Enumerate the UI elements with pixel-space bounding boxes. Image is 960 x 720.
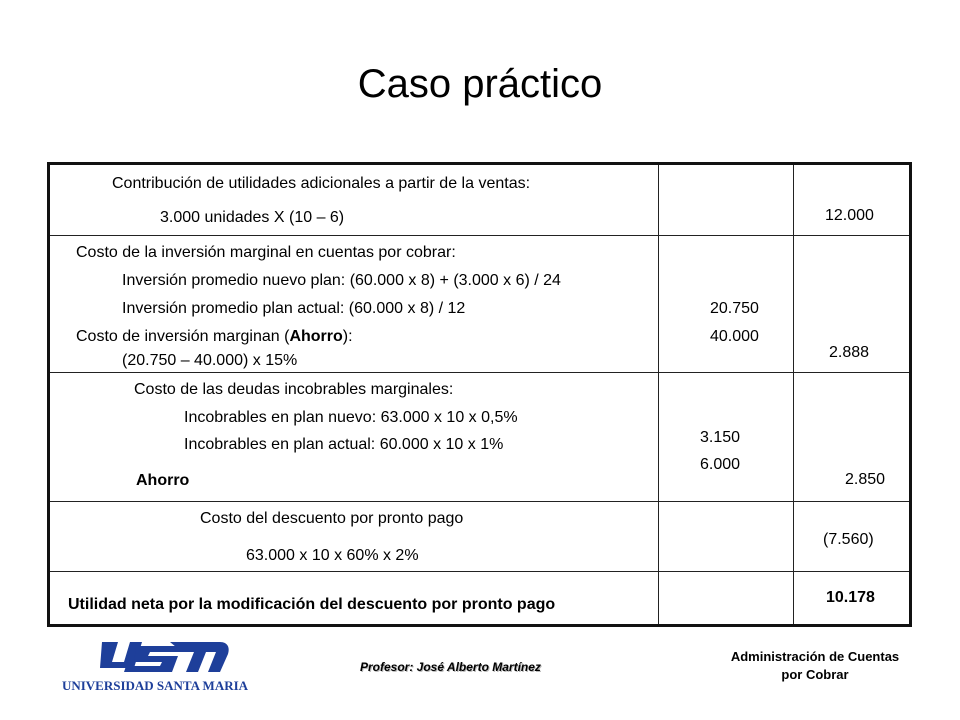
row4-desc-line1: Costo del descuento por pronto pago	[200, 510, 464, 527]
professor-name: Profesor: José Alberto Martínez	[360, 660, 541, 674]
row4-desc-line2: 63.000 x 10 x 60% x 2%	[246, 547, 419, 564]
university-name: UNIVERSIDAD SANTA MARIA	[61, 678, 249, 693]
row1-right-value: 12.000	[825, 207, 874, 224]
usm-logo-mark	[40, 636, 270, 696]
table-row-bad-debts	[50, 373, 909, 502]
row2-desc-line3: Inversión promedio plan actual: (60.000 x 8) / 12	[122, 300, 466, 317]
table-row-discount-cost	[50, 502, 909, 572]
row2-desc-line4-a: Costo de inversión marginan (	[76, 328, 290, 345]
row2-desc-line2: Inversión promedio nuevo plan: (60.000 x 8) + (3.000 x 6) / 24	[122, 272, 561, 289]
row3-right-value: 2.850	[845, 471, 886, 488]
row2-mid-value2: 40.000	[710, 328, 759, 345]
course-name-line2: por Cobrar	[781, 667, 849, 682]
slide-title: Caso práctico	[357, 62, 603, 106]
course-name	[700, 648, 930, 684]
row3-desc-line3: Incobrables en plan actual: 60.000 x 10 x 1%	[184, 436, 504, 453]
net-profit-label: Utilidad neta por la modificación del descuento por pronto pago	[68, 596, 556, 613]
row2-mid-value1: 20.750	[710, 300, 759, 317]
row1-desc-line2: 3.000 unidades X (10 – 6)	[160, 209, 345, 226]
row2-desc-line4-b: ):	[342, 328, 353, 345]
row2-desc-line4	[76, 328, 353, 346]
row4-right-value: (7.560)	[823, 531, 874, 548]
row3-desc-line2: Incobrables en plan nuevo: 63.000 x 10 x 0,5%	[184, 409, 518, 426]
row3-desc-ahorro: Ahorro	[136, 472, 190, 489]
net-profit-value: 10.178	[826, 589, 875, 606]
row3-mid-value2: 6.000	[700, 456, 741, 473]
row3-desc-line1: Costo de las deudas incobrables marginales:	[134, 381, 454, 398]
university-logo	[40, 636, 270, 696]
row2-desc-line1: Costo de la inversión marginal en cuentas por cobrar:	[76, 244, 456, 261]
table-row-contribution	[50, 165, 909, 236]
row2-desc-line5: (20.750 – 40.000) x 15%	[122, 352, 298, 369]
row2-desc-ahorro: Ahorro	[289, 328, 343, 345]
table-row-net-profit	[50, 572, 909, 624]
calculation-table	[47, 162, 912, 627]
row3-mid-value1: 3.150	[700, 429, 741, 446]
row2-right-value: 2.888	[829, 344, 870, 361]
table-row-investment-cost	[50, 236, 909, 373]
course-name-line1: Administración de Cuentas	[730, 649, 900, 664]
row1-desc-line1: Contribución de utilidades adicionales a partir de la ventas:	[112, 175, 531, 192]
